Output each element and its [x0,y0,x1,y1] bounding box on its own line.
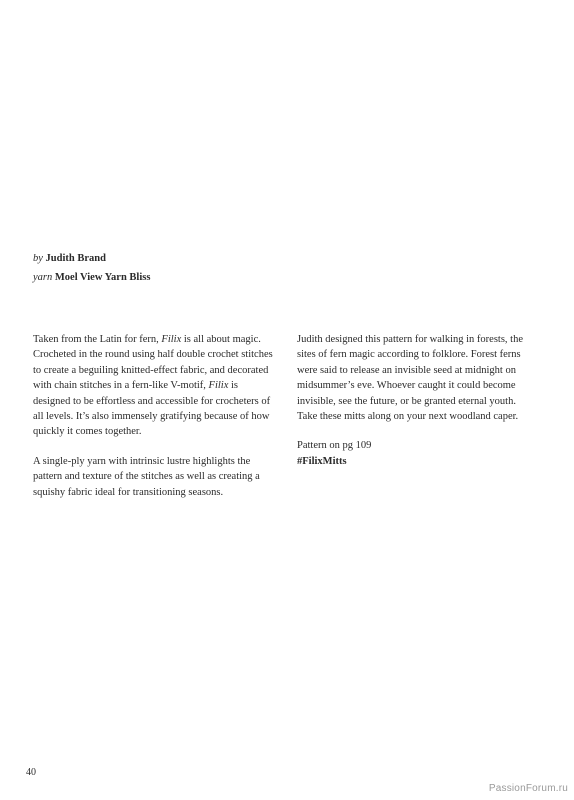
yarn-line [33,268,150,287]
hashtag[interactable]: #FilixMitts [297,455,347,467]
pattern-page-ref: Pattern on pg 109 [297,440,372,452]
yarn-paragraph: A single-ply yarn with intrinsic lustre highlights the pattern and texture of the stitches as well as creating a squishy fabric ideal for transitioning seasons. [33,455,260,498]
story-paragraph: Judith designed this pattern for walking in forests, the sites of fern magic according to folklore. Forest ferns were said to release an invisible seed at midnight on midsummer’s eve. Whoever caught it could become invisible, see the future, or be granted eternal youth. Take these mitts along on your next woodland caper. [297,334,524,423]
credits [33,249,150,287]
filix-emphasis-1: Filix [161,334,182,345]
intro-text-a: Taken from the Latin for fern, [33,334,162,345]
yarn-name: Moel View Yarn Bliss [54,272,151,283]
intro-text-b: is all about magic. Crocheted in the round using half double crochet stitches to create a beguiling knitted-effect fabric, and decorated with chain stitches in a fern-like V-motif, [33,334,273,392]
intro-paragraph [33,332,273,440]
watermark: PassionForum.ru [488,783,568,794]
intro-text-c: is designed to be effortless and accessible for crocheters of all levels. It’s also immensely gratifying because of how quickly it comes together. [33,380,271,438]
pattern-reference [297,438,537,469]
yarn-label: yarn [33,272,53,283]
author-name: Judith Brand [45,253,106,264]
author-line [33,249,150,268]
left-column [33,332,273,500]
right-column [297,332,537,469]
by-label: by [33,253,43,264]
filix-emphasis-2: Filix [208,380,229,392]
page-number: 40 [26,767,36,778]
